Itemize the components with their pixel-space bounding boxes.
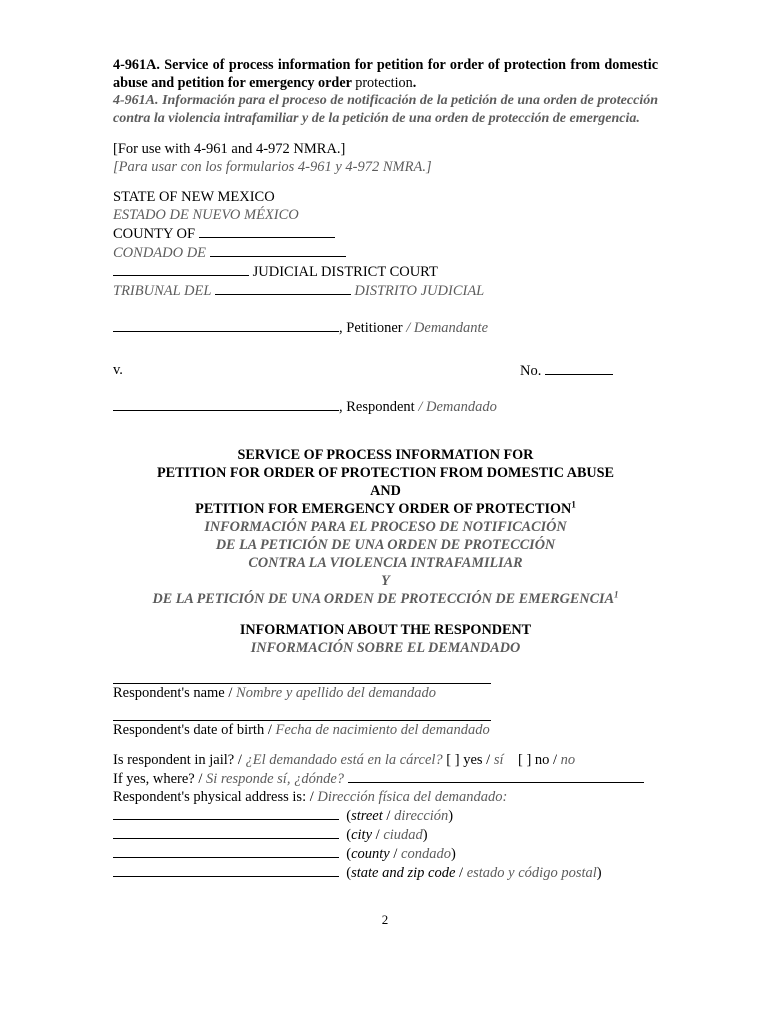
jail-no-checkbox[interactable]: [ ] no / no <box>517 752 576 768</box>
jail-question: Is respondent in jail? / ¿El demandado está en la cárcel? [ ] yes / sí [ ] no / no <box>113 752 576 768</box>
address-street-line: (street / dirección) <box>113 806 658 825</box>
versus-row <box>113 361 658 379</box>
form-heading: SERVICE OF PROCESS INFORMATION FOR PETITION FOR ORDER OF PROTECTION FROM DOMESTIC ABUSE AND PETITION FOR EMERGENCY ORDER OF PROTECTION$^1$ INFORMACIÓN PARA EL PROCESO DE NOTIFICACIÓN DE LA PETICIÓN DE UNA ORDEN DE PROTECCIÓN CONTRA LA VIOLENCIA INTRAFAMILIAR Y DE LA PETICIÓN DE UNA ORDEN DE PROTECCIÓN DE EMERGENCIA$^1$ <box>152 447 619 607</box>
county-line-spanish: CONDADO DE <box>113 243 658 262</box>
court-line-spanish: TRIBUNAL DEL DISTRITO JUDICIAL <box>113 283 485 299</box>
address-label: Respondent's physical address is: / Dirección física del demandado: <box>113 789 508 805</box>
state-label-spanish: ESTADO DE NUEVO MÉXICO <box>113 207 299 223</box>
form-page <box>113 56 658 882</box>
form-title-spanish: 4-961A. Información para el proceso de notificación de la petición de una orden de protección contra la violencia intrafamiliar y de la petición de una orden de protección de emergencia. <box>113 93 658 126</box>
jail-where-blank[interactable] <box>348 769 644 783</box>
respondent-dob-field[interactable] <box>113 706 491 721</box>
county-address-blank[interactable] <box>113 844 339 858</box>
county-blank-spanish[interactable] <box>210 243 346 257</box>
case-number: No. <box>520 361 613 380</box>
usage-note-english: [For use with 4-961 and 4-972 NMRA.] <box>113 141 346 157</box>
respondent-name-field[interactable] <box>113 669 491 684</box>
form-title-english: 4-961A. Service of process information for petition for order of protection from domestic abuse and petition for emergency order protection. <box>113 57 658 91</box>
county-line: COUNTY OF <box>113 224 658 243</box>
district-blank[interactable] <box>113 262 249 276</box>
statezip-blank[interactable] <box>113 863 339 877</box>
petitioner-blank[interactable] <box>113 318 339 332</box>
state-label: STATE OF NEW MEXICO <box>113 189 275 205</box>
respondent-section-heading: INFORMATION ABOUT THE RESPONDENT INFORMACIÓN SOBRE EL DEMANDADO <box>239 622 532 656</box>
footnote-marker: 1 <box>571 499 576 510</box>
street-blank[interactable] <box>113 806 339 820</box>
county-blank[interactable] <box>199 224 335 238</box>
address-city-line: (city / ciudad) <box>113 825 658 844</box>
footnote-marker-spanish: 1 <box>614 589 619 600</box>
petitioner-line: , Petitioner / Demandante <box>113 318 658 337</box>
respondent-blank[interactable] <box>113 397 339 411</box>
address-county-line: (county / condado) <box>113 844 658 863</box>
city-blank[interactable] <box>113 825 339 839</box>
case-number-blank[interactable] <box>545 361 613 375</box>
jail-where-line: If yes, where? / Si responde sí, ¿dónde? <box>113 769 658 788</box>
court-line: JUDICIAL DISTRICT COURT <box>113 262 658 281</box>
page-number: 2 <box>381 912 389 927</box>
jail-yes-checkbox[interactable]: [ ] yes / sí <box>442 752 504 768</box>
address-statezip-line: (state and zip code / estado y código postal) <box>113 863 658 882</box>
respondent-line: , Respondent / Demandado <box>113 397 658 416</box>
respondent-name-label: Respondent's name / Nombre y apellido del demandado <box>113 685 437 701</box>
respondent-dob-label: Respondent's date of birth / Fecha de nacimiento del demandado <box>113 722 490 738</box>
versus-label: v. <box>113 362 123 378</box>
usage-note-spanish: [Para usar con los formularios 4-961 y 4-972 NMRA.] <box>113 159 432 175</box>
district-blank-spanish[interactable] <box>215 281 351 295</box>
